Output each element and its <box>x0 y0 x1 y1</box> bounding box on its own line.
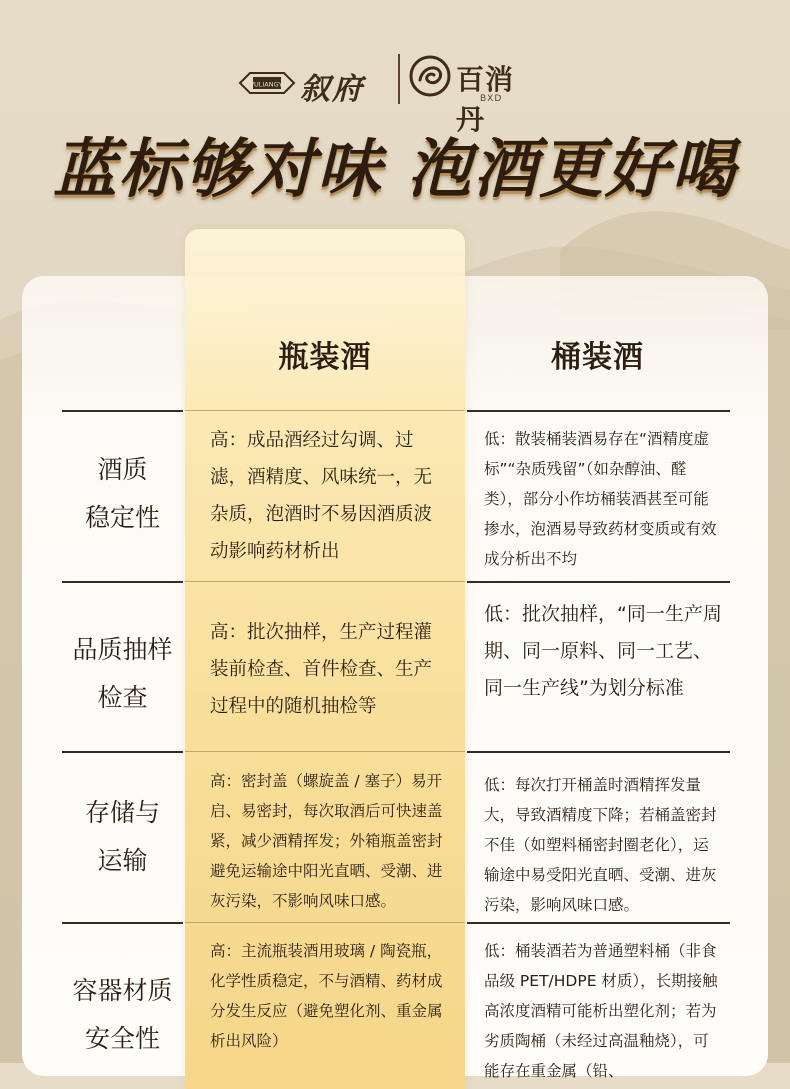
column-header-bottle: 瓶装酒 <box>278 340 372 375</box>
row-label-container-safety <box>62 967 183 1063</box>
row-label-line: 品质抽样 <box>72 635 173 664</box>
baixiaodan-logo <box>408 54 538 136</box>
row-label-line: 稳定性 <box>84 503 160 532</box>
row-divider <box>467 751 730 753</box>
row-label-line: 安全性 <box>84 1024 160 1053</box>
row-label-line: 运输 <box>97 846 148 875</box>
row-label-line: 检查 <box>97 683 148 712</box>
brand-divider <box>398 54 400 104</box>
row-divider <box>62 922 183 924</box>
baixiaodan-logo-text: 百消丹 <box>456 63 515 136</box>
row-divider <box>185 751 465 752</box>
baixiaodan-logo-subtext: BXD <box>480 94 503 104</box>
cell-barrel-sampling-inspection: 低：批次抽样，“同一生产周期、同一原料、同一工艺、同一生产线”为划分标准 <box>484 603 722 699</box>
xufu-logo-text: 叙府 <box>300 72 364 107</box>
row-label-storage-transport <box>62 789 183 885</box>
brand-logos <box>0 50 790 136</box>
row-divider <box>62 410 183 412</box>
cell-bottle-quality-stability: 高：成品酒经过勾调、过滤，酒精度、风味统一，无杂质，泡酒时不易因酒质波动影响药材析出 <box>210 430 433 562</box>
row-label-line: 存储与 <box>84 798 160 827</box>
cell-barrel-quality-stability: 低：散装桶装酒易存在“酒精度虚标”“杂质残留”（如杂醇油、醛类），部分小作坊桶装酒甚至可能掺水，泡酒易导致药材变质或有效成分析出不均 <box>484 430 717 568</box>
row-divider <box>185 922 465 923</box>
column-header-barrel: 桶装酒 <box>551 340 644 375</box>
wuliangye-badge-text: WULIANGYE <box>247 80 287 89</box>
row-divider <box>62 581 183 583</box>
row-label-quality-stability <box>62 446 183 542</box>
cell-barrel-storage-transport: 低：每次打开桶盖时酒精挥发量大，导致酒精度下降；若桶盖密封不佳（如塑料桶密封圈老化），运输途中易受阳光直晒、受潮、进灰污染，影响风味口感。 <box>484 776 717 914</box>
row-divider <box>467 581 730 583</box>
row-divider <box>467 922 730 924</box>
row-divider <box>62 751 183 753</box>
cell-bottle-container-safety: 高：主流瓶装酒用玻璃 / 陶瓷瓶，化学性质稳定，不与酒精、药材成分发生反应（避免塑化剂、重金属析出风险） <box>210 942 443 1050</box>
cell-barrel-container-safety: 低：桶装酒若为普通塑料桶（非食品级 PET/HDPE 材质），长期接触高浓度酒精可能析出塑化剂；若为劣质陶桶（未经过高温釉烧），可能存在重金属（铅、 <box>484 942 718 1080</box>
row-divider <box>467 410 730 412</box>
row-label-line: 酒质 <box>97 455 148 484</box>
page-headline: 蓝标够对味 泡酒更好喝 <box>52 132 738 207</box>
wuliangye-xufu-logo <box>238 62 378 107</box>
swirl-emblem-icon <box>408 54 452 98</box>
row-divider <box>185 410 465 411</box>
wuliangye-badge-icon <box>238 70 296 96</box>
row-label-sampling-inspection <box>62 626 183 722</box>
row-label-line: 容器材质 <box>72 976 173 1005</box>
cell-bottle-storage-transport: 高：密封盖（螺旋盖 / 塞子）易开启、易密封，每次取酒后可快速盖紧，减少酒精挥发；外箱瓶盖密封避免运输途中阳光直晒、受潮、进灰污染，不影响风味口感。 <box>210 772 443 910</box>
row-divider <box>185 581 465 582</box>
cell-bottle-sampling-inspection: 高：批次抽样，生产过程灌装前检查、首件检查、生产过程中的随机抽检等 <box>210 622 433 717</box>
